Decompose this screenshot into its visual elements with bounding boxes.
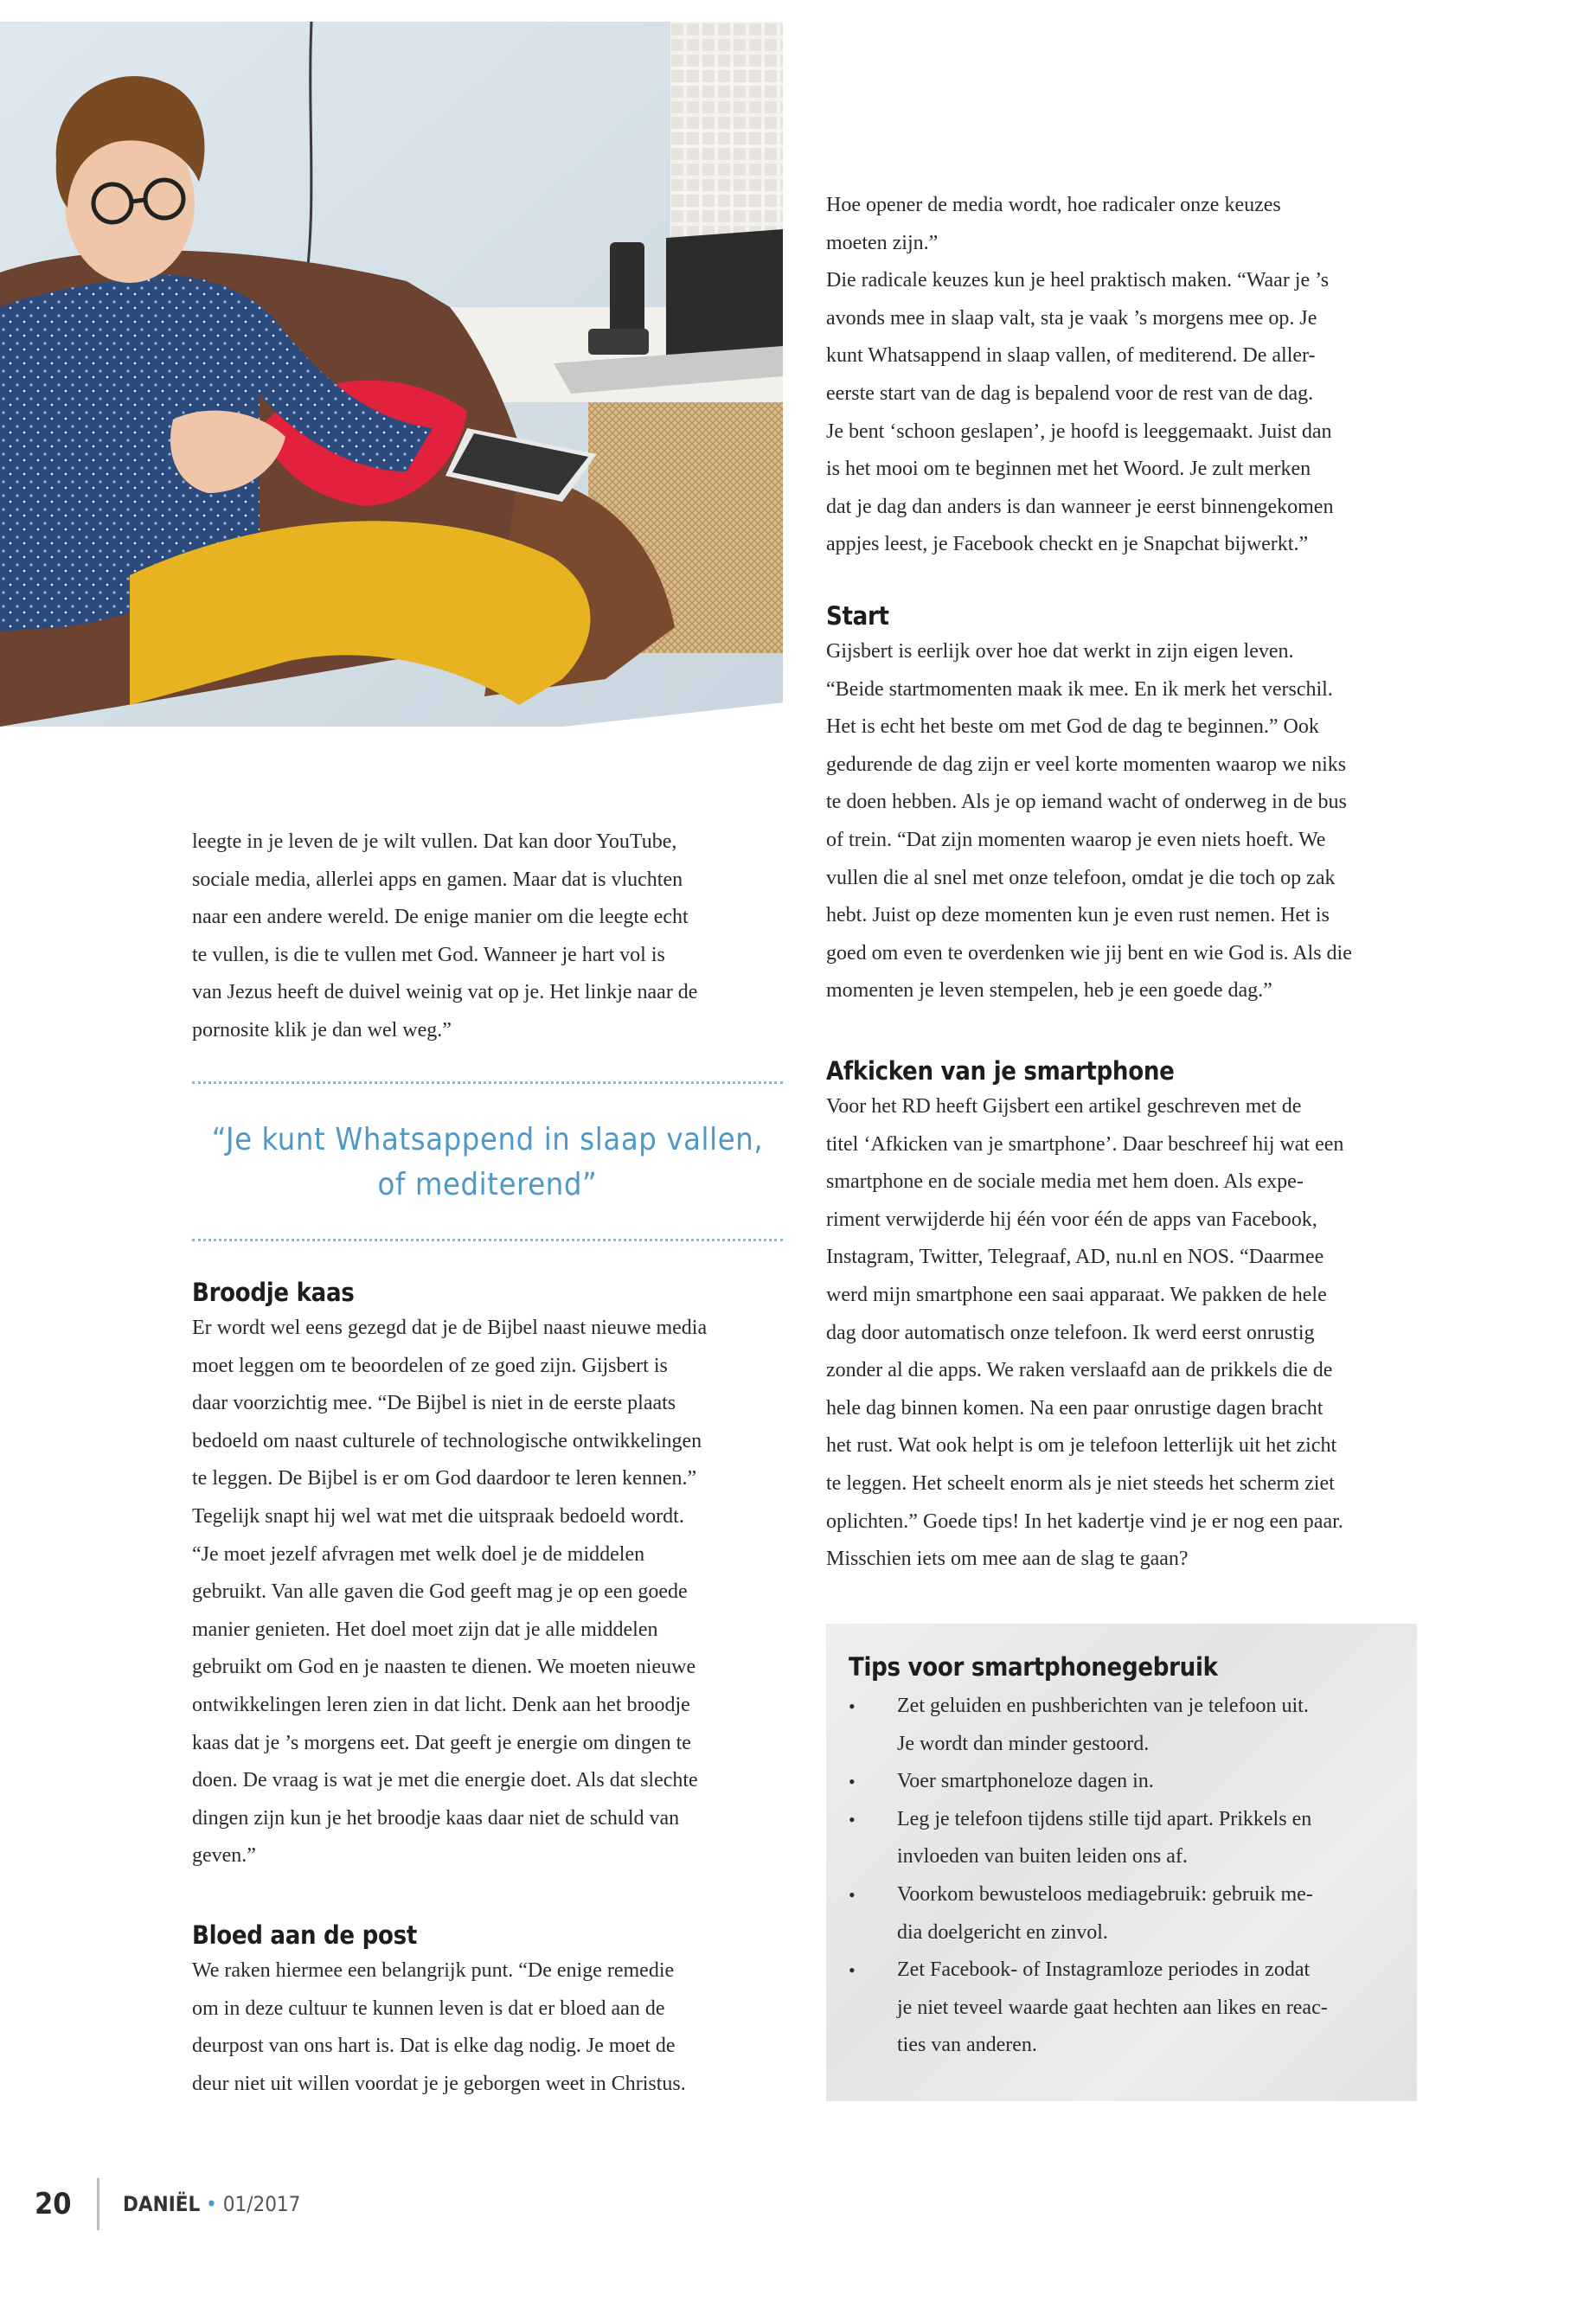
tip-line: ties van anderen. — [897, 2034, 1037, 2057]
text-line: Tegelijk snapt hij wel wat met die uitspraak bedoeld wordt. — [192, 1504, 684, 1528]
text-line: dat je dag dan anders is dan wanneer je eerst binnengekomen — [826, 495, 1334, 518]
text-line: moet leggen om te beoordelen of ze goed zijn. Gijsbert is — [192, 1354, 668, 1377]
text-line: daar voorzichtig mee. “De Bijbel is niet in de eerste plaats — [192, 1392, 676, 1415]
tip-line: dia doelgericht en zinvol. — [897, 1920, 1108, 1944]
issue-number: 01/2017 — [222, 2192, 301, 2216]
tips-box — [826, 1624, 1417, 2101]
tip-line: Zet geluiden en pushberichten van je telefoon uit. — [897, 1695, 1309, 1717]
text-line: doen. De vraag is wat je met die energie doet. Als dat slechte — [192, 1769, 698, 1792]
section-heading: Broodje kaas — [192, 1278, 355, 1307]
text-line: naar een andere wereld. De enige manier om die leegte echt — [192, 906, 689, 929]
text-line: appjes leest, je Facebook checkt en je Snapchat bijwerkt.” — [826, 533, 1309, 556]
magazine-name: DANIËL — [123, 2192, 201, 2216]
tip-item — [849, 1801, 1393, 1876]
text-line: “Je moet jezelf afvragen met welk doel je de middelen — [192, 1542, 645, 1566]
text-line: Instagram, Twitter, Telegraaf, AD, nu.nl en NOS. “Daarmee — [826, 1246, 1324, 1269]
bullet-icon: • — [849, 1959, 856, 1982]
tip-line: je niet teveel waarde gaat hechten aan likes en reac- — [897, 1996, 1328, 2019]
tip-line: Voer smartphoneloze dagen in. — [897, 1770, 1154, 1793]
text-line: gedurende de dag zijn er veel korte momenten waarop we niks — [826, 753, 1347, 776]
section-broodje-kaas — [192, 1275, 785, 1875]
pullquote-line: of mediterend” — [377, 1167, 598, 1202]
text-line: Er wordt wel eens gezegd dat je de Bijbel naast nieuwe media — [192, 1317, 708, 1339]
section-afkicken — [826, 1054, 1423, 1579]
text-line: manier genieten. Het doel moet zijn dat je alle middelen — [192, 1618, 658, 1641]
text-line: pornosite klik je dan wel weg.” — [192, 1018, 452, 1042]
tip-item — [849, 1688, 1393, 1763]
section-start — [826, 599, 1423, 1010]
text-line: Je bent ‘schoon geslapen’, je hoofd is leeggemaakt. Juist dan — [826, 420, 1332, 443]
text-line: zonder al die apps. We raken verslaafd aan de prikkels die de — [826, 1359, 1333, 1382]
text-line: geven.” — [192, 1844, 256, 1868]
magazine-issue — [123, 2192, 300, 2216]
text-line: avonds mee in slaap valt, sta je vaak ’s morgens mee op. Je — [826, 306, 1317, 330]
text-line: leegte in je leven de je wilt vullen. Dat kan door YouTube, — [192, 830, 677, 853]
text-line: deurpost van ons hart is. Dat is elke dag nodig. Je moet de — [192, 2035, 676, 2058]
text-line: bedoeld om naast culturele of technologische ontwikkelingen — [192, 1429, 702, 1452]
text-line: Misschien iets om mee aan de slag te gaan? — [826, 1548, 1189, 1571]
text-line: oplichten.” Goede tips! In het kadertje vind je er nog een paar. — [826, 1509, 1343, 1533]
text-line: “Beide startmomenten maak ik mee. En ik merk het verschil. — [826, 677, 1333, 701]
bullet-icon: • — [849, 1771, 856, 1793]
text-line: titel ‘Afkicken van je smartphone’. Daar beschreef hij wat een — [826, 1132, 1344, 1156]
text-line: Die radicale keuzes kun je heel praktisch maken. “Waar je ’s — [826, 269, 1330, 292]
text-line: gebruikt om God en je naasten te dienen. We moeten nieuwe — [192, 1656, 696, 1679]
text-line: sociale media, allerlei apps en gamen. Maar dat is vluchten — [192, 868, 683, 891]
text-line: kaas dat je ’s morgens eet. Dat geeft je energie om dingen te — [192, 1731, 691, 1754]
text-line: deur niet uit willen voordat je je geborgen weet in Christus. — [192, 2072, 686, 2095]
text-line: eerste start van de dag is bepalend voor de rest van de dag. — [826, 381, 1314, 405]
tip-line: Je wordt dan minder gestoord. — [897, 1732, 1150, 1755]
tip-item — [849, 1952, 1393, 2065]
left-intro — [192, 824, 785, 1050]
text-line: te leggen. De Bijbel is er om God daardoor te leren kennen.” — [192, 1467, 697, 1490]
tip-line: Zet Facebook- of Instagramloze periodes in zodat — [897, 1958, 1311, 1982]
article-photo — [0, 22, 783, 727]
tip-line: invloeden van buiten leiden ons af. — [897, 1845, 1188, 1868]
text-line: Voor het RD heeft Gijsbert een artikel geschreven met de — [826, 1095, 1302, 1118]
section-bloed-aan-de-post — [192, 1918, 785, 2103]
text-line: gebruikt. Van alle gaven die God geeft mag je op een goede — [192, 1580, 688, 1604]
text-line: dag door automatisch onze telefoon. Ik werd eerst onrustig — [826, 1321, 1315, 1344]
footer-divider — [97, 2178, 99, 2230]
text-line: vullen die al snel met onze telefoon, omdat je die toch op zak — [826, 866, 1336, 889]
text-line: dingen zijn kun je het broodje kaas daar niet de schuld van — [192, 1806, 680, 1830]
pullquote — [192, 1118, 783, 1208]
text-line: om in deze cultuur te kunnen leven is dat er bloed aan de — [192, 1997, 665, 2020]
text-line: ontwikkelingen leren zien in dat licht. Denk aan het broodje — [192, 1693, 690, 1716]
pullquote-line: “Je kunt Whatsappend in slaap vallen, — [211, 1122, 764, 1157]
text-line: moeten zijn.” — [826, 231, 939, 254]
tip-item — [849, 1876, 1393, 1952]
section-heading: Start — [826, 601, 889, 631]
tip-line: Leg je telefoon tijdens stille tijd apart. Prikkels en — [897, 1807, 1312, 1830]
text-line: hebt. Juist op deze momenten kun je even rust nemen. Het is — [826, 904, 1330, 927]
bullet-icon: • — [849, 1808, 856, 1830]
text-line: is het mooi om te beginnen met het Woord. Je zult merken — [826, 458, 1311, 481]
tips-heading: Tips voor smartphonegebruik — [849, 1652, 1218, 1682]
text-line: te leggen. Het scheelt enorm als je niet steeds het scherm ziet — [826, 1471, 1335, 1495]
tip-item — [849, 1763, 1393, 1801]
section-heading: Bloed aan de post — [192, 1920, 418, 1950]
text-line: smartphone en de sociale media met hem doen. Als expe- — [826, 1170, 1304, 1194]
text-line: Hoe opener de media wordt, hoe radicaler onze keuzes — [826, 194, 1281, 216]
text-line: of trein. “Dat zijn momenten waarop je even niets hoeft. We — [826, 828, 1326, 851]
right-intro — [826, 187, 1423, 564]
page-number: 20 — [35, 2187, 72, 2221]
text-line: hele dag binnen komen. Na een paar onrustige dagen bracht — [826, 1396, 1324, 1420]
photo-illustration — [0, 22, 783, 727]
text-line: goed om even te overdenken wie jij bent en wie God is. Als die — [826, 941, 1352, 965]
text-line: het rust. Wat ook helpt is om je telefoon letterlijk uit het zicht — [826, 1434, 1337, 1458]
text-line: van Jezus heeft de duivel weinig vat op je. Het linkje naar de — [192, 981, 698, 1004]
text-line: momenten je leven stempelen, heb je een goede dag.” — [826, 979, 1272, 1003]
text-line: werd mijn smartphone een saai apparaat. We pakken de hele — [826, 1283, 1327, 1306]
text-line: We raken hiermee een belangrijk punt. “De enige remedie — [192, 1959, 675, 1982]
bullet-icon: • — [849, 1883, 856, 1906]
bullet-icon: • — [849, 1695, 856, 1717]
text-line: Het is echt het beste om met God de dag te beginnen.” Ook — [826, 715, 1319, 739]
text-line: te vullen, is die te vullen met God. Wanneer je hart vol is — [192, 943, 665, 966]
text-line: kunt Whatsappend in slaap vallen, of mediterend. De aller- — [826, 344, 1316, 368]
text-line: riment verwijderde hij één voor één de apps van Facebook, — [826, 1208, 1317, 1231]
footer-separator: • — [206, 2192, 217, 2216]
text-line: Gijsbert is eerlijk over hoe dat werkt in zijn eigen leven. — [826, 640, 1294, 663]
section-heading: Afkicken van je smartphone — [826, 1056, 1175, 1086]
pullquote-divider-top — [192, 1081, 783, 1084]
tip-line: Voorkom bewusteloos mediagebruik: gebruik me- — [897, 1882, 1313, 1906]
text-line: te doen hebben. Als je op iemand wacht of onderweg in de bus — [826, 791, 1347, 814]
pullquote-divider-bottom — [192, 1239, 783, 1241]
